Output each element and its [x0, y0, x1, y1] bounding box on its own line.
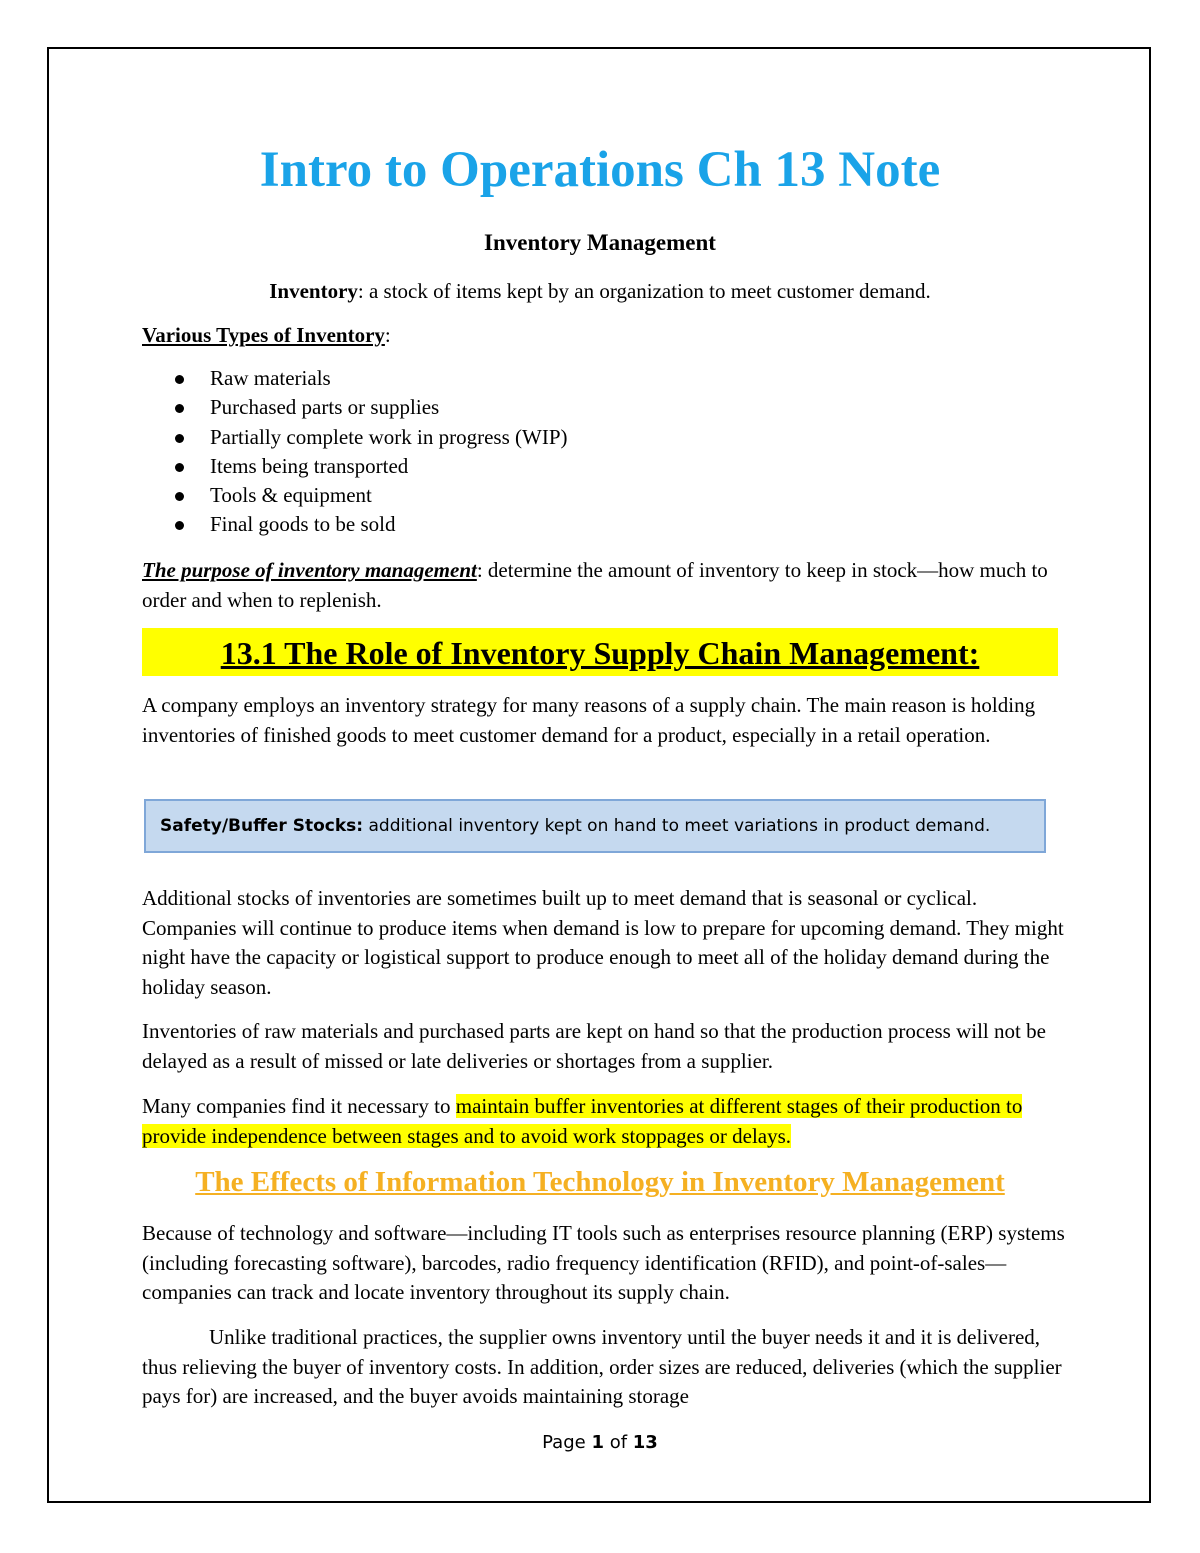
paragraph-buffer [142, 1092, 1072, 1151]
safety-stock-callout [144, 799, 1046, 853]
paragraph-seasonal: Additional stocks of inventories are sometimes built up to meet demand that is seasonal or cyclical. Companies will continue to produce items when demand is low to prepare for upcoming demand. They might night have the capacity or logistical support to produce enough to meet all of the holiday demand during the holiday season. [142, 886, 1064, 999]
list-item [142, 481, 568, 510]
callout-term: Safety/Buffer Stocks: [160, 816, 364, 836]
list-item-text: Items being transported [210, 453, 409, 478]
bullet-icon [175, 492, 184, 501]
list-item-text: Partially complete work in progress (WIP) [210, 424, 568, 449]
list-item-text: Raw materials [210, 366, 331, 390]
list-item [142, 393, 568, 422]
list-item [142, 510, 568, 539]
footer-page-word: Page [542, 1432, 592, 1453]
list-item-text: Final goods to be sold [210, 512, 396, 537]
list-item [142, 423, 568, 452]
list-item [142, 364, 568, 393]
purpose-term: The purpose of inventory management [142, 558, 477, 582]
paragraph-raw-materials: Inventories of raw materials and purchased parts are kept on hand so that the production process will not be delayed as a result of missed or late deliveries or shortages from a supplier. [142, 1019, 1046, 1073]
list-item-text: Tools & equipment [210, 483, 372, 508]
section-heading-text: 13.1 The Role of Inventory Supply Chain Management: [220, 635, 980, 671]
paragraph-technology: Because of technology and software—including IT tools such as enterprises resource planning (ERP) systems (including forecasting software), barcodes, radio frequency identification (RFID), and point-of-sales—companies can track and locate inventory throughout its supply chain. [142, 1221, 1065, 1304]
bullet-icon [175, 463, 184, 472]
list-item-text: Purchased parts or supplies [210, 395, 440, 420]
definition-text: : a stock of items kept by an organization to meet customer demand. [357, 279, 931, 303]
types-heading-colon: : [384, 323, 391, 347]
bullet-icon [175, 375, 184, 384]
paragraph-role: A company employs an inventory strategy for many reasons of a supply chain. The main reason is holding inventories of finished goods to meet customer demand for a product, especially in a retail operation. [142, 693, 1036, 747]
paragraph-supplier [142, 1323, 1072, 1412]
buffer-highlight: maintain buffer inventories at different stages of their production to provide independence between stages and to avoid work stoppages or delays. [142, 1094, 1023, 1148]
types-list [142, 364, 568, 540]
bullet-icon [175, 434, 184, 443]
list-item [142, 452, 568, 481]
types-heading-label: Various Types of Inventory [142, 323, 385, 347]
buffer-lead: Many companies find it necessary to [142, 1094, 456, 1118]
bullet-icon [175, 404, 184, 413]
bullet-icon [175, 521, 184, 530]
it-heading: The Effects of Information Technology in Inventory Management [195, 1166, 1005, 1198]
types-heading [142, 321, 391, 351]
purpose-text: : determine the amount of inventory to keep in stock—how much to order and when to replenish. [142, 558, 1048, 612]
page-footer [0, 1432, 1200, 1453]
footer-current-page: 1 [591, 1432, 604, 1453]
inventory-definition [0, 277, 1200, 307]
callout-text: additional inventory kept on hand to meet variations in product demand. [363, 816, 991, 836]
purpose-paragraph [142, 556, 1062, 615]
paragraph-supplier-text: Unlike traditional practices, the supplier owns inventory until the buyer needs it and it is delivered, thus relieving the buyer of inventory costs. In addition, order sizes are reduced, deliveries (which the supplier pays for) are increased, and the buyer avoids maintaining storage [142, 1325, 1062, 1408]
footer-of-word: of [603, 1432, 633, 1453]
definition-term: Inventory [269, 279, 358, 303]
footer-total-pages: 13 [632, 1432, 658, 1453]
document-subtitle: Inventory Management [484, 230, 716, 255]
document-title: Intro to Operations Ch 13 Note [259, 142, 941, 198]
section-heading [142, 628, 1058, 676]
